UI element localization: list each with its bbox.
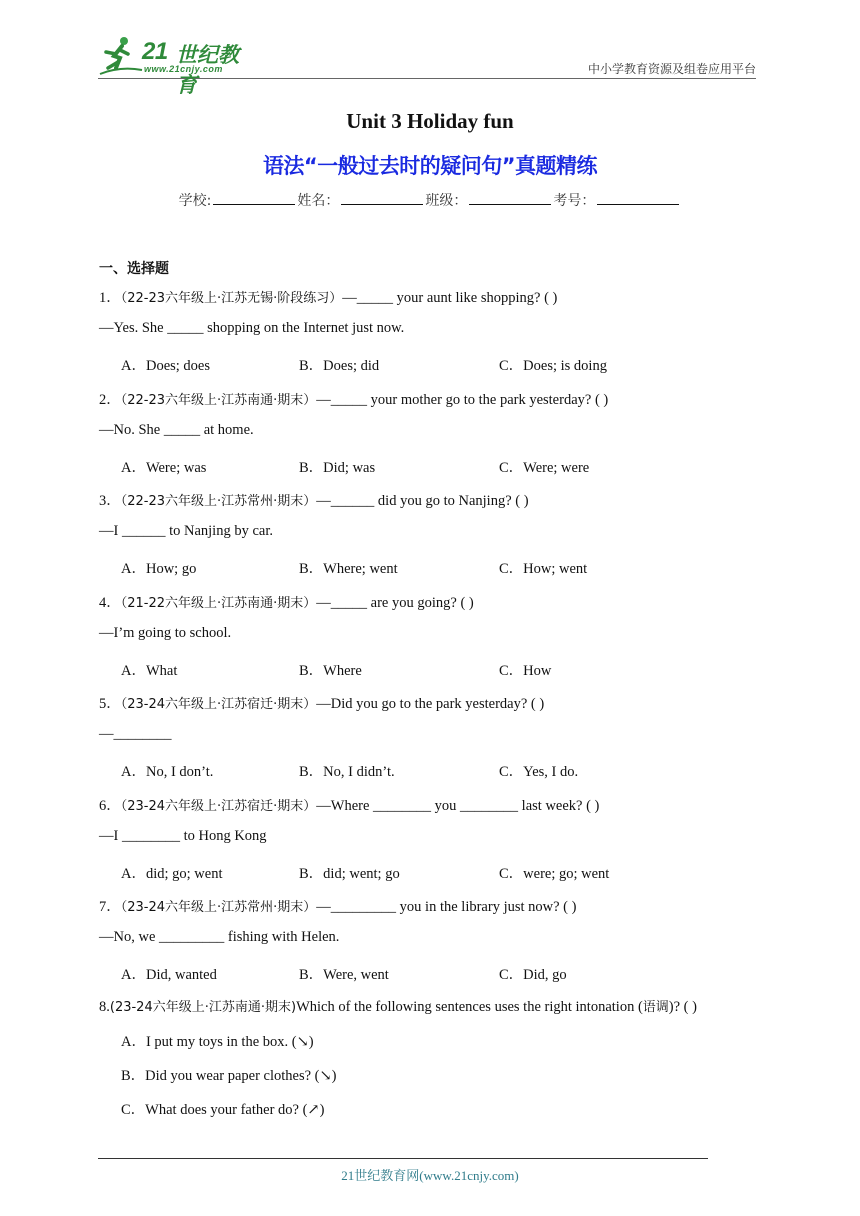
option-c[interactable]: C．How; went bbox=[499, 561, 588, 577]
option-a[interactable]: A．Did, wanted bbox=[121, 967, 217, 983]
question-source: （22-23六年级上·江苏常州·期末） bbox=[120, 494, 317, 509]
option-c[interactable]: C．What does your father do? (↗) bbox=[121, 1102, 325, 1118]
question-6-stem bbox=[99, 794, 599, 815]
question-7-stem bbox=[99, 895, 576, 916]
option-c[interactable]: C．Did, go bbox=[499, 967, 567, 983]
class-label: 班级： bbox=[425, 193, 468, 209]
question-source: （22-23六年级上·江苏南通·期末） bbox=[120, 392, 317, 408]
number-blank[interactable] bbox=[597, 192, 679, 205]
question-source: （23-24六年级上·江苏常州·期末） bbox=[120, 900, 317, 915]
question-1-stem bbox=[99, 286, 557, 307]
question-number: 5． bbox=[99, 696, 121, 712]
question-3-stem bbox=[99, 489, 529, 510]
question-4-reply: —I’m going to school. bbox=[99, 624, 232, 641]
footer-divider bbox=[98, 1158, 708, 1159]
option-b[interactable]: B．Where; went bbox=[299, 561, 398, 577]
name-blank[interactable] bbox=[341, 192, 423, 205]
option-b[interactable]: B．Does; did bbox=[299, 358, 380, 374]
page-title: Unit 3 Holiday fun bbox=[346, 109, 514, 133]
page-header bbox=[98, 34, 756, 97]
option-a[interactable]: A．No, I don’t. bbox=[121, 764, 214, 780]
option-c[interactable]: C．were; go; went bbox=[499, 865, 610, 882]
option-b[interactable]: B．did; went; go bbox=[299, 865, 400, 882]
runner-icon bbox=[98, 34, 144, 78]
question-text-end: )? ( ) bbox=[668, 999, 697, 1015]
question-6-reply: —I ________ to Hong Kong bbox=[99, 827, 267, 844]
option-a[interactable]: A．How; go bbox=[121, 561, 197, 577]
option-b[interactable]: B．Where bbox=[299, 662, 362, 679]
question-text: —______ did you go to Nanjing? ( ) bbox=[316, 493, 529, 509]
question-number: 8. bbox=[99, 999, 110, 1015]
question-5-stem bbox=[99, 692, 544, 713]
question-number: 6． bbox=[99, 797, 121, 814]
question-number: 3． bbox=[99, 493, 121, 509]
question-source: （23-24六年级上·江苏宿迁·期末） bbox=[120, 798, 317, 814]
option-c[interactable]: C．How bbox=[499, 662, 552, 679]
question-2-reply: —No. She _____ at home. bbox=[99, 421, 254, 438]
question-text: —_____ your aunt like shopping? ( ) bbox=[342, 290, 558, 306]
question-8-stem bbox=[99, 996, 697, 1016]
question-7-reply: —No, we _________ fishing with Helen. bbox=[99, 929, 340, 945]
option-c[interactable]: C．Does; is doing bbox=[499, 358, 607, 374]
option-b[interactable]: B．Did; was bbox=[299, 459, 376, 476]
logo-url: www.21cnjy.com bbox=[144, 64, 223, 74]
question-5-reply: —________ bbox=[99, 726, 172, 742]
option-a[interactable]: A．Were; was bbox=[121, 459, 207, 476]
site-logo[interactable] bbox=[98, 34, 258, 97]
section-heading: 一、选择题 bbox=[99, 261, 169, 277]
question-source: (23-24六年级上·江苏南通·期末) bbox=[109, 1000, 297, 1015]
question-2-stem bbox=[99, 388, 608, 409]
option-b[interactable]: B．Did you wear paper clothes? (↘) bbox=[121, 1068, 337, 1084]
name-label: 姓名： bbox=[297, 193, 340, 209]
question-source: （21-22六年级上·江苏南通·期末） bbox=[120, 595, 317, 611]
question-1-reply: —Yes. She _____ shopping on the Internet just now. bbox=[99, 320, 405, 336]
option-a[interactable]: A．did; go; went bbox=[121, 865, 223, 882]
question-source: （23-24六年级上·江苏宿迁·期末） bbox=[120, 697, 317, 712]
option-b[interactable]: B．Were, went bbox=[299, 967, 389, 983]
platform-tagline: 中小学教育资源及组卷应用平台 bbox=[587, 62, 756, 76]
question-text: —Did you go to the park yesterday? ( ) bbox=[316, 696, 545, 712]
option-c[interactable]: C．Were; were bbox=[499, 459, 590, 476]
question-number: 2． bbox=[99, 391, 121, 408]
question-text: —_____ are you going? ( ) bbox=[316, 594, 474, 611]
question-text: —_________ you in the library just now? ( ) bbox=[316, 899, 577, 915]
student-info-line bbox=[0, 190, 860, 210]
question-number: 7． bbox=[99, 899, 121, 915]
question-source: （22-23六年级上·江苏无锡·阶段练习） bbox=[120, 291, 343, 306]
option-c[interactable]: C．Yes, I do. bbox=[499, 764, 579, 780]
question-3-reply: —I ______ to Nanjing by car. bbox=[99, 523, 273, 539]
option-a[interactable]: A．I put my toys in the box. (↘) bbox=[121, 1034, 314, 1050]
question-number: 4． bbox=[99, 594, 121, 611]
question-number: 1． bbox=[99, 290, 121, 306]
question-text: Which of the following sentences uses the right intonation ( bbox=[296, 999, 643, 1015]
option-a[interactable]: A．What bbox=[121, 662, 178, 679]
logo-number: 21 bbox=[142, 38, 168, 65]
question-4-stem bbox=[99, 591, 474, 612]
question-text: —_____ your mother go to the park yesterday? ( ) bbox=[316, 391, 609, 408]
number-label: 考号： bbox=[553, 193, 596, 209]
option-b[interactable]: B．No, I didn’t. bbox=[299, 764, 395, 780]
school-blank[interactable] bbox=[213, 192, 295, 205]
school-label: 学校: bbox=[178, 193, 212, 209]
page-subtitle: 语法“一般过去时的疑问句”真题精练 bbox=[262, 154, 598, 178]
logo-name: 世纪教育 bbox=[176, 43, 239, 97]
question-text: —Where ________ you ________ last week? ( ) bbox=[316, 797, 600, 814]
question-text-cn: 语调 bbox=[642, 1000, 669, 1015]
class-blank[interactable] bbox=[469, 192, 551, 205]
option-a[interactable]: A．Does; does bbox=[121, 358, 211, 374]
page-footer: 21世纪教育网(www.21cnjy.com) bbox=[341, 1168, 519, 1183]
